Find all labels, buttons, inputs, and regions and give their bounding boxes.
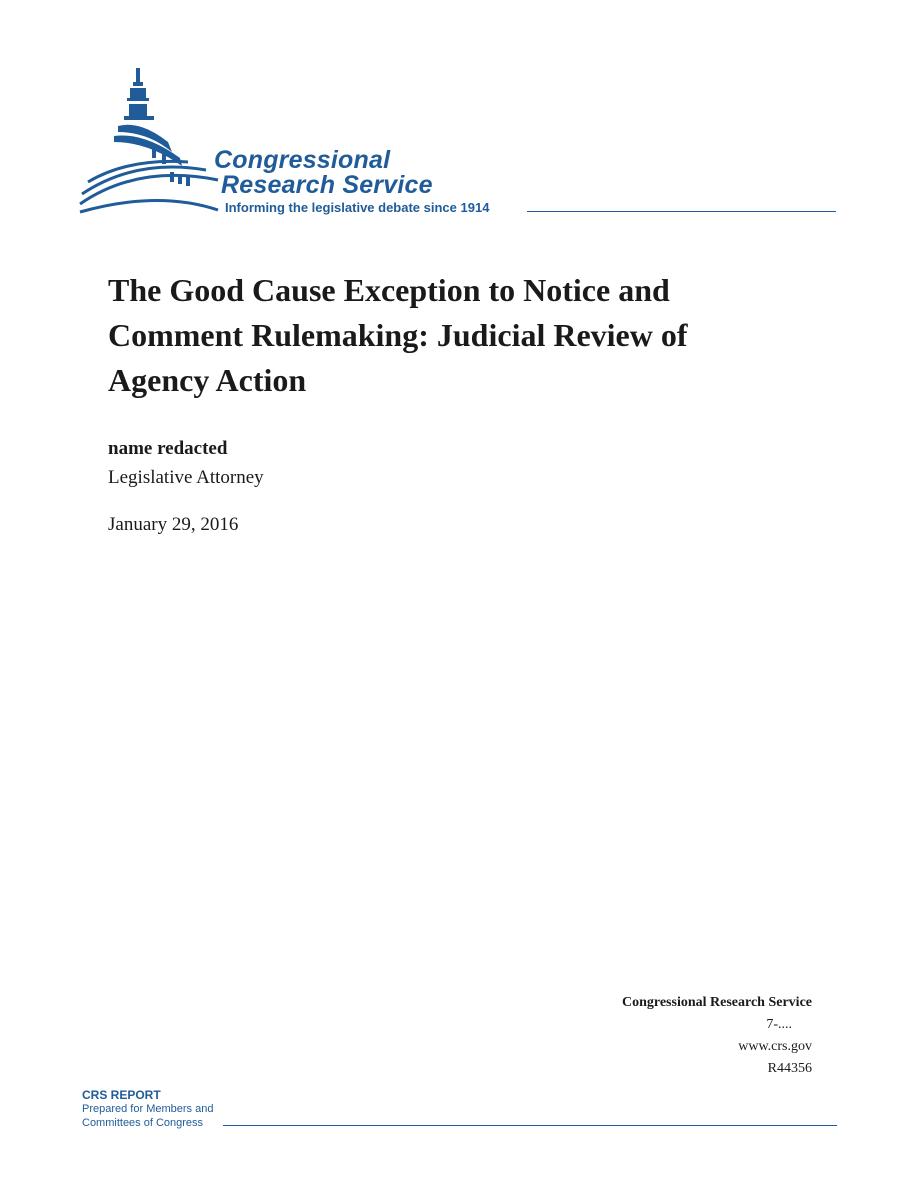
capitol-dome-icon bbox=[78, 62, 228, 218]
author-name: name redacted bbox=[108, 438, 228, 459]
contact-info bbox=[622, 992, 812, 1080]
footer bbox=[82, 1088, 838, 1130]
footer-label: CRS REPORT bbox=[82, 1088, 161, 1102]
brand-name-line1: Congressional bbox=[214, 146, 391, 174]
brand-tagline: Informing the legislative debate since 1914 bbox=[225, 200, 490, 215]
info-phone: 7-.... bbox=[766, 1017, 792, 1032]
report-title: The Good Cause Exception to Notice and Comment Rulemaking: Judicial Review of Agency Action bbox=[108, 272, 688, 398]
footer-line2: Committees of Congress bbox=[82, 1117, 204, 1129]
info-website[interactable]: www.crs.gov bbox=[738, 1039, 812, 1054]
report-date: January 29, 2016 bbox=[108, 514, 239, 535]
info-organization: Congressional Research Service bbox=[621, 995, 812, 1010]
crs-logo bbox=[78, 62, 838, 222]
report-number: R44356 bbox=[767, 1061, 812, 1076]
footer-line1: Prepared for Members and bbox=[82, 1103, 214, 1115]
tagline-divider bbox=[527, 211, 836, 212]
brand-name-line2: Research Service bbox=[221, 171, 433, 199]
author-role: Legislative Attorney bbox=[108, 467, 264, 488]
footer-divider bbox=[223, 1125, 837, 1126]
